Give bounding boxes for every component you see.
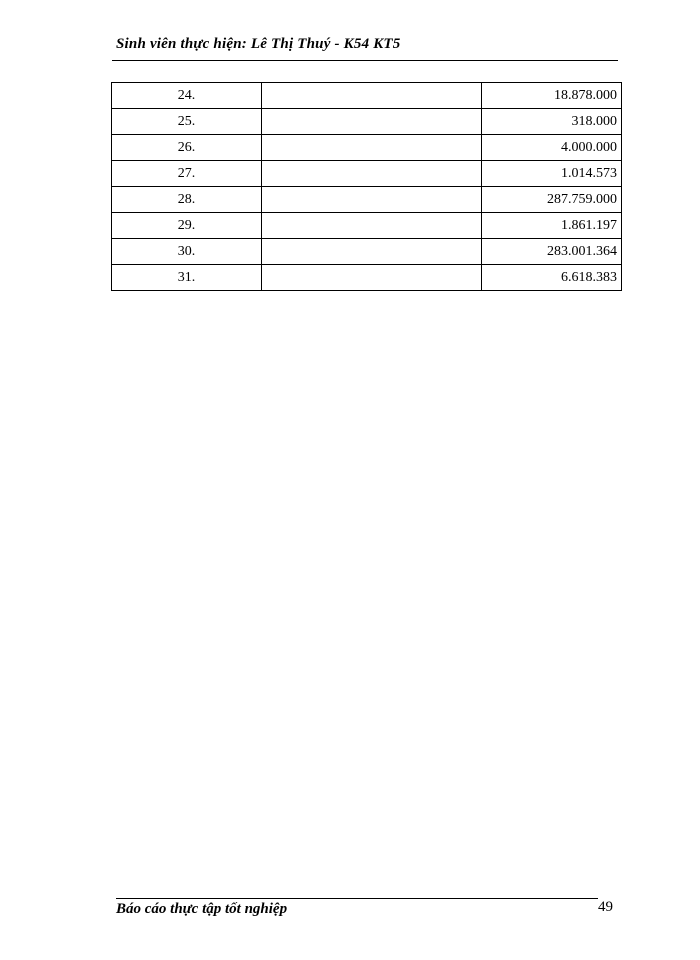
footer-title: Báo cáo thực tập tốt nghiệp [116,901,288,917]
page-header: Sinh viên thực hiện: Lê Thị Thuý - K54 KT5 [116,36,401,52]
row-amount: 318.000 [482,109,622,135]
table-row [112,265,622,291]
row-amount: 4.000.000 [482,135,622,161]
table-row [112,239,622,265]
header-divider [112,60,618,61]
row-amount: 6.618.383 [482,265,622,291]
footer-divider [116,898,598,899]
table-row [112,83,622,109]
row-name [262,109,482,135]
row-name [262,161,482,187]
row-amount: 1.861.197 [482,213,622,239]
row-number: 26. [112,135,262,161]
row-number: 29. [112,213,262,239]
table-row [112,213,622,239]
table-row [112,161,622,187]
row-number: 28. [112,187,262,213]
page-number: 49 [598,899,613,915]
row-number: 27. [112,161,262,187]
row-name [262,213,482,239]
row-name [262,187,482,213]
row-amount: 18.878.000 [482,83,622,109]
row-number: 25. [112,109,262,135]
table-row [112,187,622,213]
row-amount: 287.759.000 [482,187,622,213]
row-name [262,239,482,265]
row-name [262,265,482,291]
row-number: 30. [112,239,262,265]
row-amount: 1.014.573 [482,161,622,187]
row-number: 24. [112,83,262,109]
row-amount: 283.001.364 [482,239,622,265]
row-name [262,83,482,109]
row-name [262,135,482,161]
table-row [112,135,622,161]
row-number: 31. [112,265,262,291]
table-row [112,109,622,135]
amounts-table [111,82,622,291]
